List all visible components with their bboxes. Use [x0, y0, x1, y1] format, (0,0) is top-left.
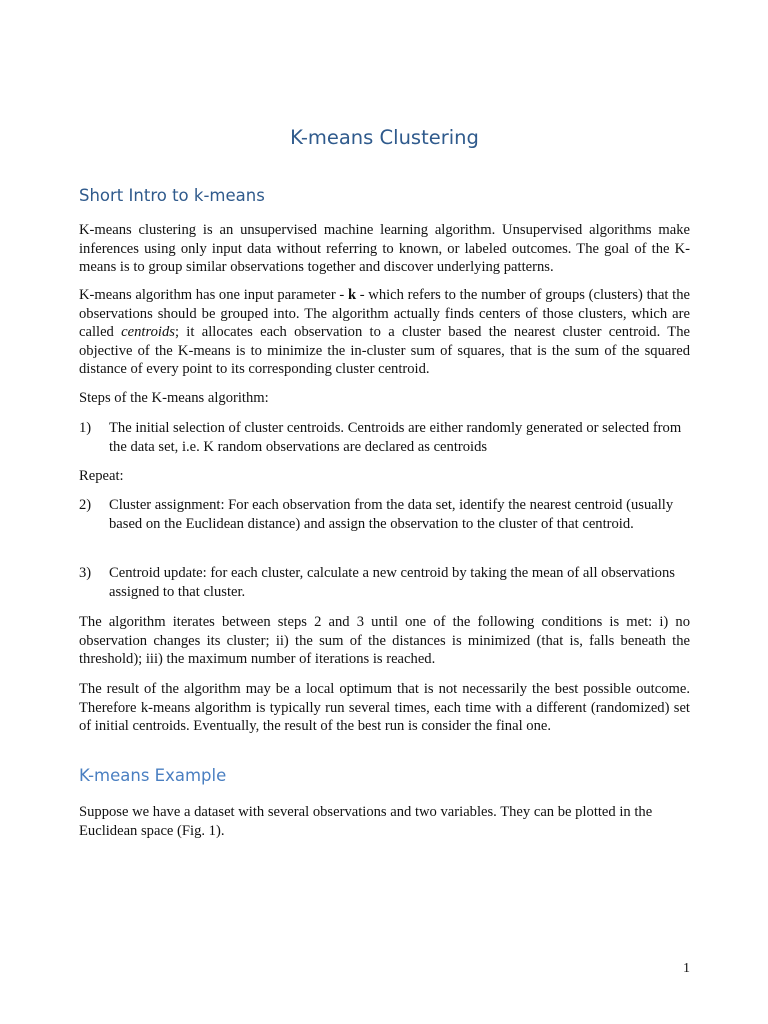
- intro-paragraph-3: The algorithm iterates between steps 2 and 3 until one of the following conditions is met: i) no observation changes its cluster; ii) the sum of the distances is minimized (that is, falls beneath the threshold); iii) the maximum number of iterations is reached.: [79, 614, 690, 667]
- step-1-number: 1): [79, 420, 92, 436]
- intro-paragraph-2-part3: ; it allocates each observation to a cluster based the nearest cluster centroid. The objective of the K-means is to minimize the in-cluster sum of squares, that is the sum of the squared distance of every point to its corresponding cluster centroid.: [79, 324, 690, 377]
- document-title: K-means Clustering: [290, 126, 479, 149]
- step-3-text: Centroid update: for each cluster, calculate a new centroid by taking the mean of all observations assigned to that cluster.: [109, 565, 675, 600]
- parameter-k: k: [347, 287, 357, 303]
- steps-label: Steps of the K-means algorithm:: [79, 390, 269, 406]
- page-number: 1: [683, 961, 690, 976]
- step-1-text: The initial selection of cluster centroids. Centroids are either randomly generated or selected from the data set, i.e. K random observations are declared as centroids: [109, 420, 682, 455]
- step-3-number: 3): [79, 565, 92, 581]
- intro-paragraph-2-part2: - which refers to the number of groups (clusters) that the observations should be grouped into. The algorithm actually finds centers of those clusters, which are called: [79, 287, 690, 340]
- step-2-text: Cluster assignment: For each observation from the data set, identify the nearest centroid (usually based on the Euclidean distance) and assign the observation to the cluster of that centroid.: [109, 497, 674, 532]
- intro-paragraph-2-part1: K-means algorithm has one input parameter -: [79, 287, 348, 303]
- example-paragraph-1: Suppose we have a dataset with several observations and two variables. They can be plotted in the Euclidean space (Fig. 1).: [79, 804, 653, 839]
- centroids-term: centroids: [121, 324, 175, 340]
- intro-paragraph-1: K-means clustering is an unsupervised machine learning algorithm. Unsupervised algorithms make inferences using only input data without referring to known, or labeled outcomes. The goal of the K-means is to group similar observations together and discover underlying patterns.: [79, 222, 690, 275]
- repeat-label: Repeat:: [79, 468, 124, 484]
- step-2-number: 2): [79, 497, 92, 513]
- section-heading-intro: Short Intro to k-means: [79, 186, 265, 205]
- intro-paragraph-2: [79, 286, 690, 379]
- section-heading-example: K-means Example: [79, 766, 227, 785]
- document-page: [79, 0, 690, 1024]
- intro-paragraph-4: The result of the algorithm may be a local optimum that is not necessarily the best possible outcome. Therefore k-means algorithm is typically run several times, each time with a different (randomized) set of initial centroids. Eventually, the result of the best run is consider the final one.: [79, 681, 690, 734]
